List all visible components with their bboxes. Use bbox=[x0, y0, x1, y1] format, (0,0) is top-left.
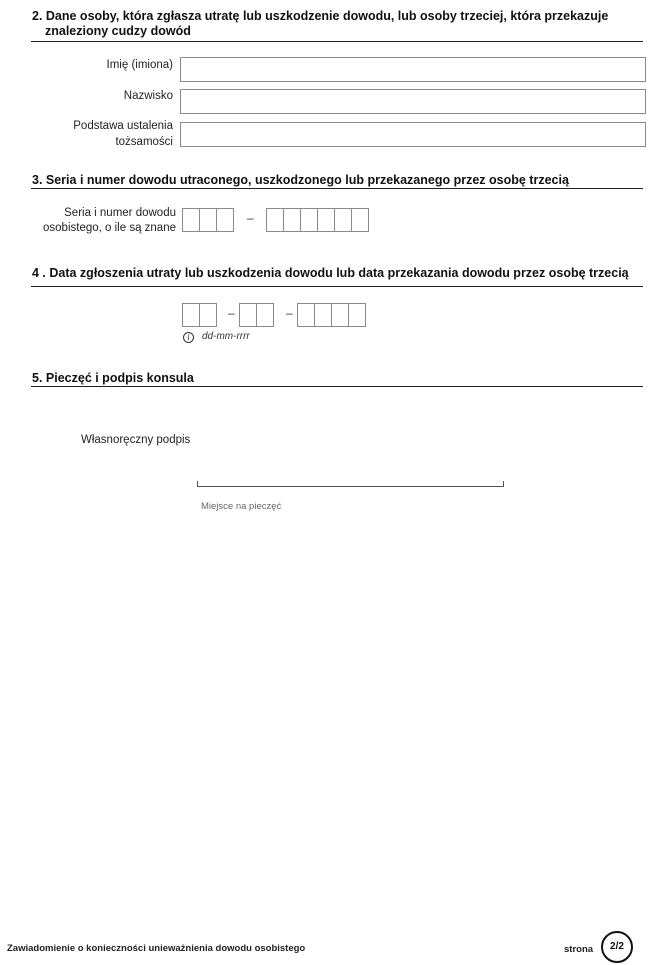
id-number-boxes bbox=[266, 208, 369, 232]
section-3-divider bbox=[31, 188, 643, 189]
date-month-box[interactable] bbox=[256, 303, 274, 327]
section-5-divider bbox=[31, 386, 643, 387]
section-2-title-line2: znaleziony cudzy dowód bbox=[45, 24, 191, 38]
section-4-divider bbox=[31, 286, 643, 287]
id-series-number-label bbox=[40, 206, 176, 236]
date-format-hint: dd-mm-rrrr bbox=[202, 331, 250, 342]
date-year-box[interactable] bbox=[297, 303, 315, 327]
id-number-box[interactable] bbox=[266, 208, 284, 232]
page-number: 2/2 bbox=[610, 941, 624, 952]
info-icon: i bbox=[183, 332, 194, 343]
first-name-label: Imię (imiona) bbox=[106, 59, 173, 71]
date-year-boxes bbox=[297, 303, 366, 327]
id-series-number-label-line2: osobistego, o ile są znane bbox=[43, 222, 176, 234]
date-day-boxes bbox=[182, 303, 217, 327]
id-number-box[interactable] bbox=[300, 208, 318, 232]
id-number-box[interactable] bbox=[283, 208, 301, 232]
page-number-badge bbox=[601, 931, 633, 963]
stamp-area-line bbox=[197, 481, 504, 487]
section-2-title bbox=[32, 9, 608, 24]
section-2-title-line1: 2. Dane osoby, która zgłasza utratę lub uszkodzenie dowodu, lub osoby trzeciej, która przekazuje bbox=[32, 9, 609, 23]
section-2-divider bbox=[31, 41, 643, 42]
identity-basis-label bbox=[40, 119, 173, 150]
id-number-box[interactable] bbox=[351, 208, 369, 232]
date-day-box[interactable] bbox=[182, 303, 200, 327]
date-month-boxes bbox=[239, 303, 274, 327]
id-series-box[interactable] bbox=[182, 208, 200, 232]
date-separator-1: – bbox=[228, 306, 235, 320]
identity-basis-field[interactable] bbox=[180, 122, 646, 147]
date-year-box[interactable] bbox=[331, 303, 349, 327]
footer-document-title: Zawiadomienie o konieczności unieważnienia dowodu osobistego bbox=[7, 943, 306, 954]
id-series-separator: – bbox=[247, 211, 254, 225]
id-number-box[interactable] bbox=[334, 208, 352, 232]
surname-label: Nazwisko bbox=[123, 90, 173, 102]
date-month-box[interactable] bbox=[239, 303, 257, 327]
section-3-title: 3. Seria i numer dowodu utraconego, uszkodzonego lub przekazanego przez osobę trzecią bbox=[32, 173, 569, 187]
footer-page-label: strona bbox=[564, 944, 594, 955]
identity-basis-label-line1: Podstawa ustalenia bbox=[73, 120, 173, 132]
id-series-number-label-line1: Seria i numer dowodu bbox=[64, 207, 176, 219]
identity-basis-label-line2: tożsamości bbox=[115, 136, 173, 148]
stamp-area-label: Miejsce na pieczęć bbox=[201, 501, 282, 512]
first-name-field[interactable] bbox=[180, 57, 646, 82]
surname-field[interactable] bbox=[180, 89, 646, 114]
signature-label: Własnoręczny podpis bbox=[81, 434, 191, 446]
date-separator-2: – bbox=[286, 306, 293, 320]
section-2-title-continued bbox=[45, 24, 191, 39]
id-series-boxes bbox=[182, 208, 234, 232]
date-day-box[interactable] bbox=[199, 303, 217, 327]
id-series-box[interactable] bbox=[216, 208, 234, 232]
id-series-box[interactable] bbox=[199, 208, 217, 232]
id-number-box[interactable] bbox=[317, 208, 335, 232]
section-4-title: 4 . Data zgłoszenia utraty lub uszkodzenia dowodu lub data przekazania dowodu przez osobę trzecią bbox=[32, 266, 629, 280]
date-year-box[interactable] bbox=[314, 303, 332, 327]
section-5-title: 5. Pieczęć i podpis konsula bbox=[32, 371, 194, 385]
date-year-box[interactable] bbox=[348, 303, 366, 327]
